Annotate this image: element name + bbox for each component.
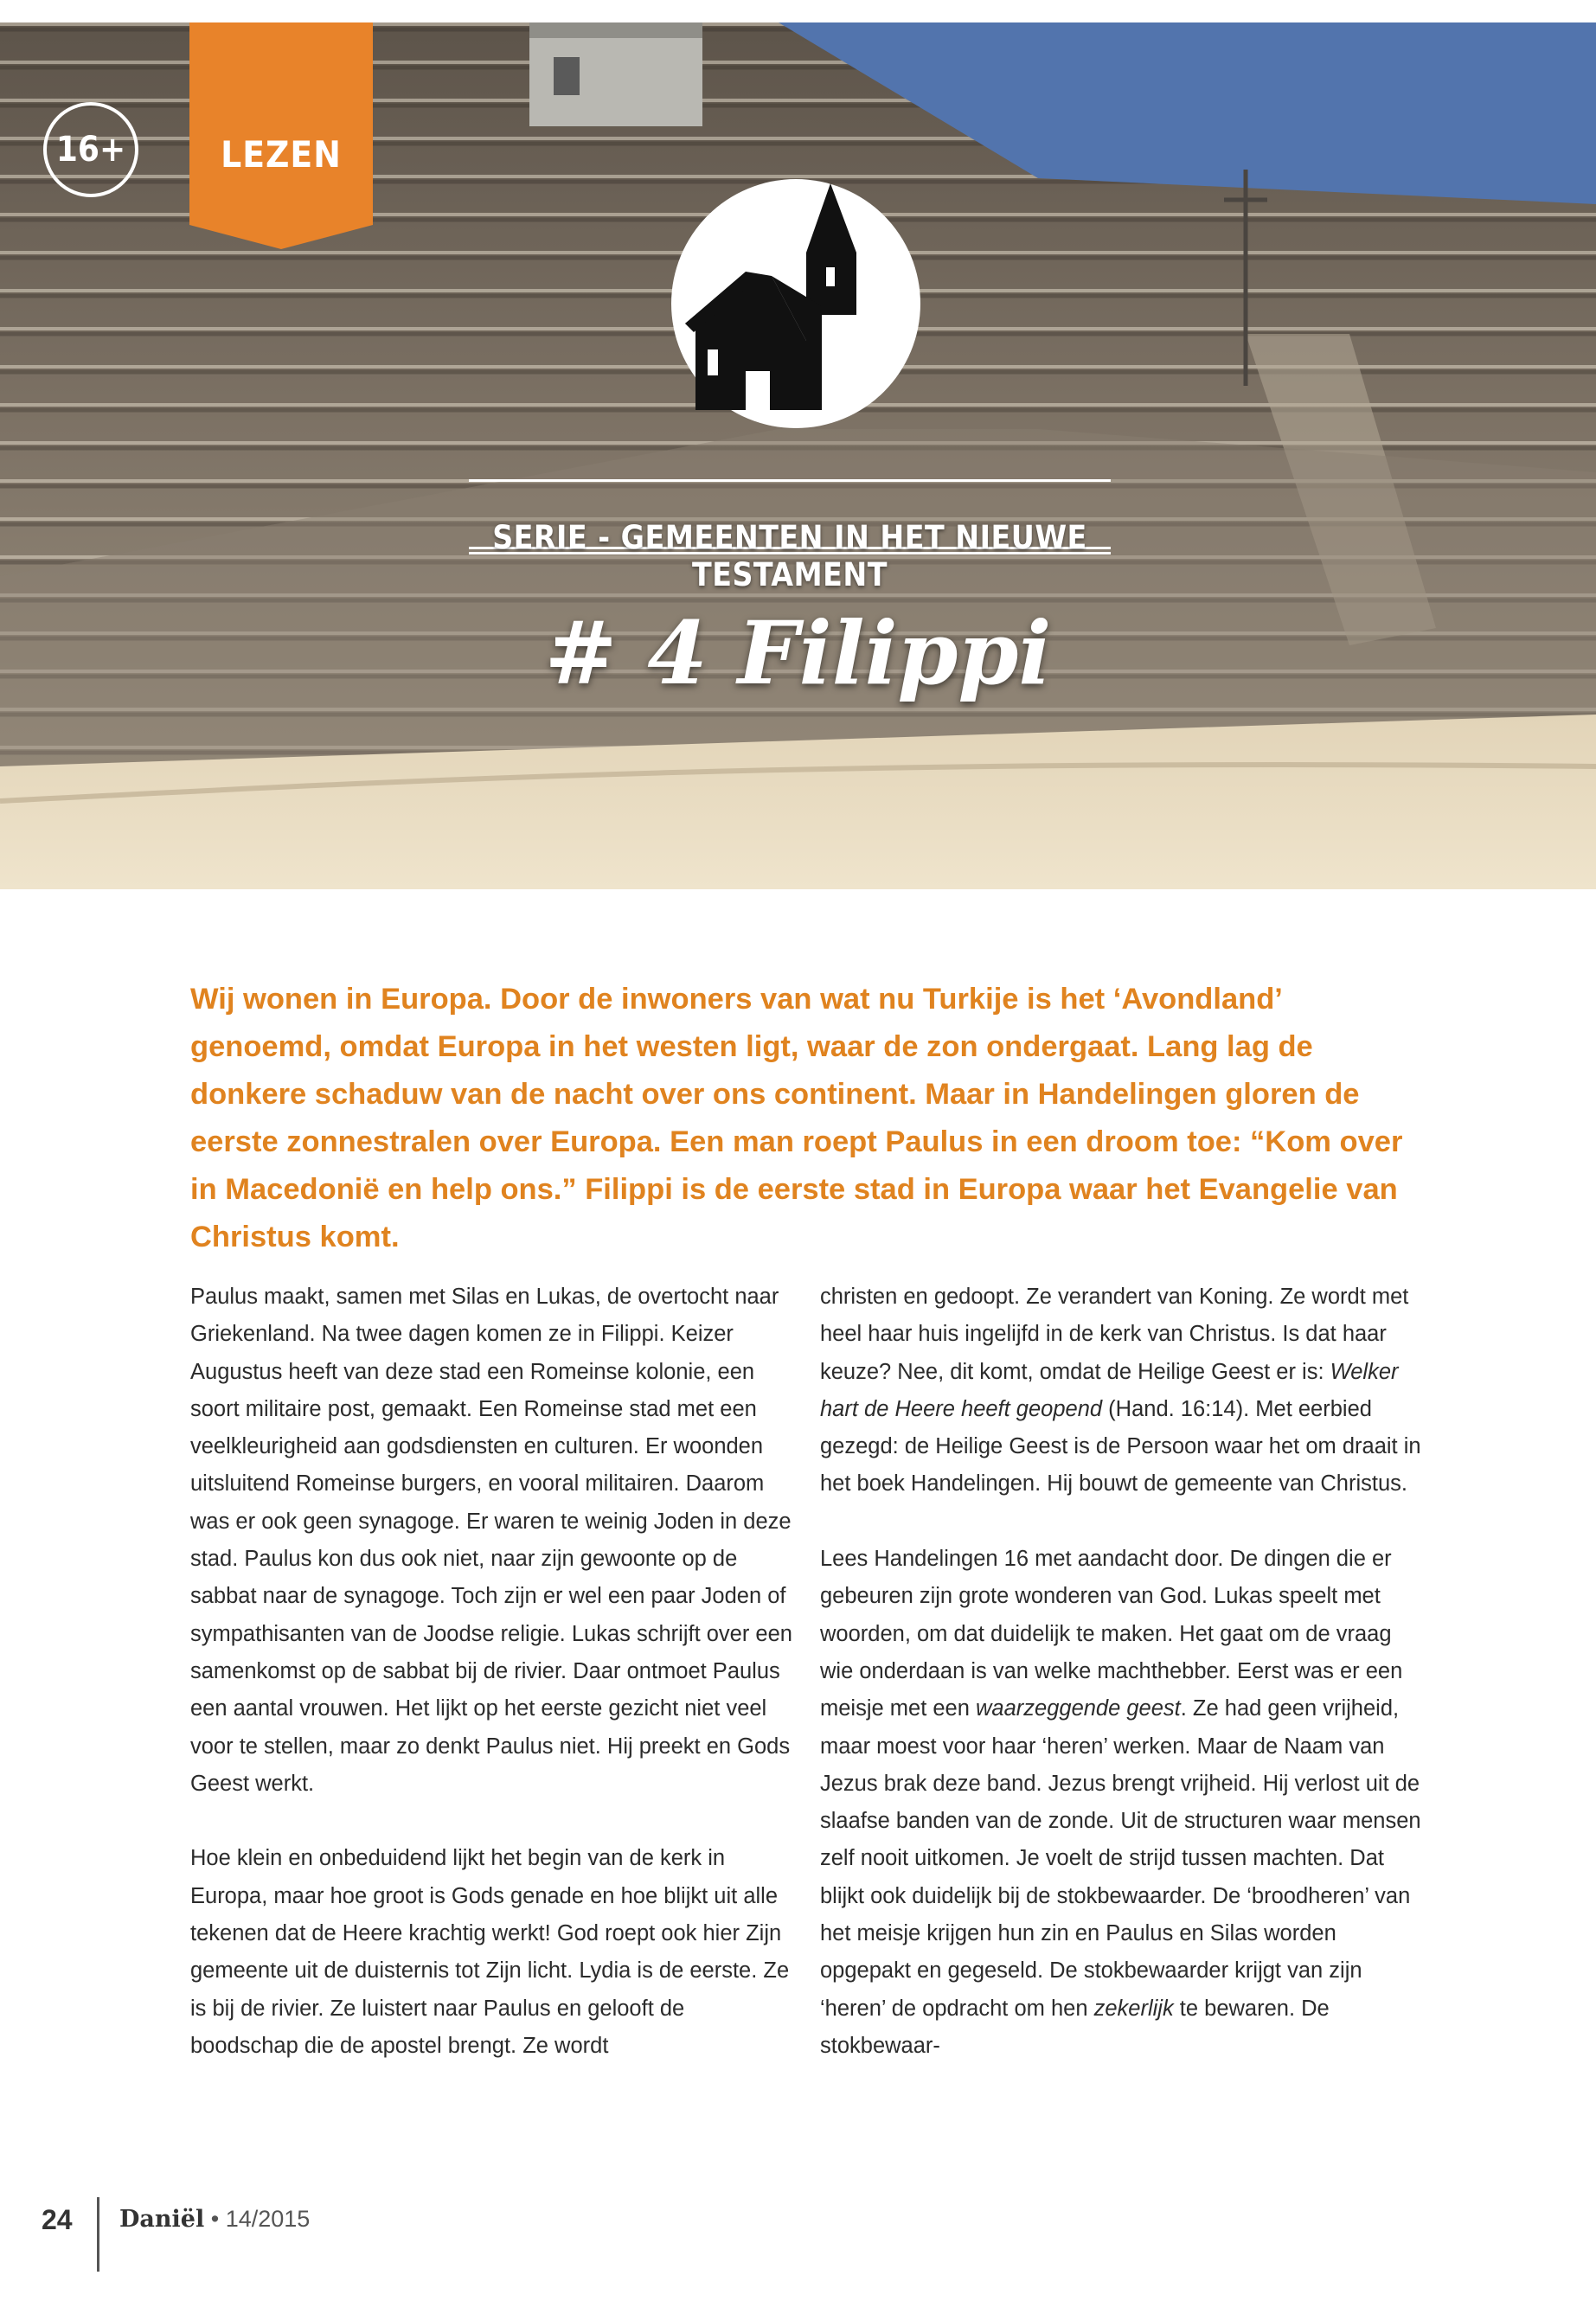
hero-photo [0, 22, 1596, 889]
body-paragraph [820, 1279, 1426, 1503]
category-label: LEZEN [221, 133, 342, 176]
text-run: te bewaren. De stokbewaar- [820, 1996, 1330, 2058]
body-column-left [190, 1279, 796, 2103]
series-rule-top [469, 479, 1111, 482]
footer-separator: • [204, 2206, 226, 2232]
article-title: # 4 Filippi [544, 602, 1052, 704]
issue-number: 14/2015 [225, 2206, 311, 2232]
magazine-issue [119, 2206, 310, 2233]
age-badge: 16+ [43, 102, 138, 197]
text-run: . Ze had geen vrijheid, maar moest voor haar ‘heren’ werken. Maar de Naam van Jezus brak deze band. Jezus brengt vrijheid. Hij verlost uit de slaafse banden van de zonde. Uit de structuren waar mensen zelf nooit uitkomen. Je voelt de strijd tussen machten. Dat blijkt ook duidelijk bij de stokbewaarder. De ‘broodheren’ van het meisje krijgen hun zin en Paulus en Silas worden opgepakt en gegeseld. De stokbewaarder krijgt van zijn ‘heren’ de opdracht om hen [820, 1696, 1421, 2021]
page-number: 24 [42, 2204, 73, 2235]
footer-divider [97, 2197, 99, 2272]
text-run: (Hand. 16:14). Met eerbied gezegd: de Heilige Geest is de Persoon waar het om draait in het boek Handelingen. Hij bouwt de gemeente van Christus. [820, 1396, 1421, 1497]
series-title: SERIE - GEMEENTEN IN HET NIEUWE TESTAMENT [492, 519, 1087, 593]
body-paragraph: Hoe klein en onbeduidend lijkt het begin van de kerk in Europa, maar hoe groot is Gods genade en hoe blijkt uit alle tekenen dat de Heere krachtig werkt! God roept ook hier Zijn gemeente uit de duisternis tot Zijn licht. Lydia is de eerste. Ze is bij de rivier. Ze luistert naar Paulus en gelooft de boodschap die de apostel brengt. Ze wordt [190, 1846, 790, 2058]
category-tab [189, 22, 373, 249]
emphasis-term: zekerlijk [1093, 1996, 1174, 2021]
emphasis-term: waarzeggende geest [976, 1696, 1181, 1721]
church-icon [668, 176, 924, 431]
text-run: christen en gedoopt. Ze verandert van Koning. Ze wordt met heel haar huis ingelijfd in de kerk van Christus. Is dat haar keuze? Nee, dit komt, omdat de Heilige Geest er is: [820, 1285, 1409, 1384]
text-run: Lees Handelingen 16 met aandacht door. De dingen die er gebeuren zijn grote wonderen van God. Lukas speelt met woorden, om dat duidelijk te maken. Het gaat om de vraag wie onderdaan is van welke machthebber. Eerst was er een meisje met een [820, 1547, 1403, 1721]
body-column-right [820, 1279, 1426, 2103]
emphasis-quote: Welker hart de Heere heeft geopend [820, 1359, 1399, 1421]
magazine-name: Daniël [119, 2206, 205, 2233]
body-paragraph [820, 1541, 1426, 2065]
intro-paragraph: Wij wonen in Europa. Door de inwoners van wat nu Turkije is het ‘Avondland’ genoemd, omdat Europa in het westen ligt, waar de zon ondergaat. Lang lag de donkere schaduw van de nacht over ons continent. Maar in Handelingen gloren de eerste zonnestralen over Europa. Een man roept Paulus in een droom toe: “Kom over in Macedonië en help ons.” Filippi is de eerste stad in Europa waar het Evangelie van Christus komt. [190, 983, 1403, 1253]
body-paragraph: Paulus maakt, samen met Silas en Lukas, de overtocht naar Griekenland. Na twee dagen komen ze in Filippi. Keizer Augustus heeft van deze stad een Romeinse kolonie, een soort militaire post, gemaakt. Een Romeinse stad met een veelkleurigheid aan godsdiensten en culturen. Er woonden uitsluitend Romeinse burgers, en vooral militairen. Daarom was er ook geen synagoge. Er waren te weinig Joden in deze stad. Paulus kon dus ook niet, naar zijn gewoonte op de sabbat naar de synagoge. Toch zijn er wel een paar Joden of sympathisanten van de Joodse religie. Lukas schrijft over een samenkomst op de sabbat bij de rivier. Daar ontmoet Paulus een aantal vrouwen. Het lijkt op het eerste gezicht niet veel voor te stellen, maar zo denkt Paulus niet. Hij preekt en Gods Geest werkt. [190, 1285, 792, 1796]
